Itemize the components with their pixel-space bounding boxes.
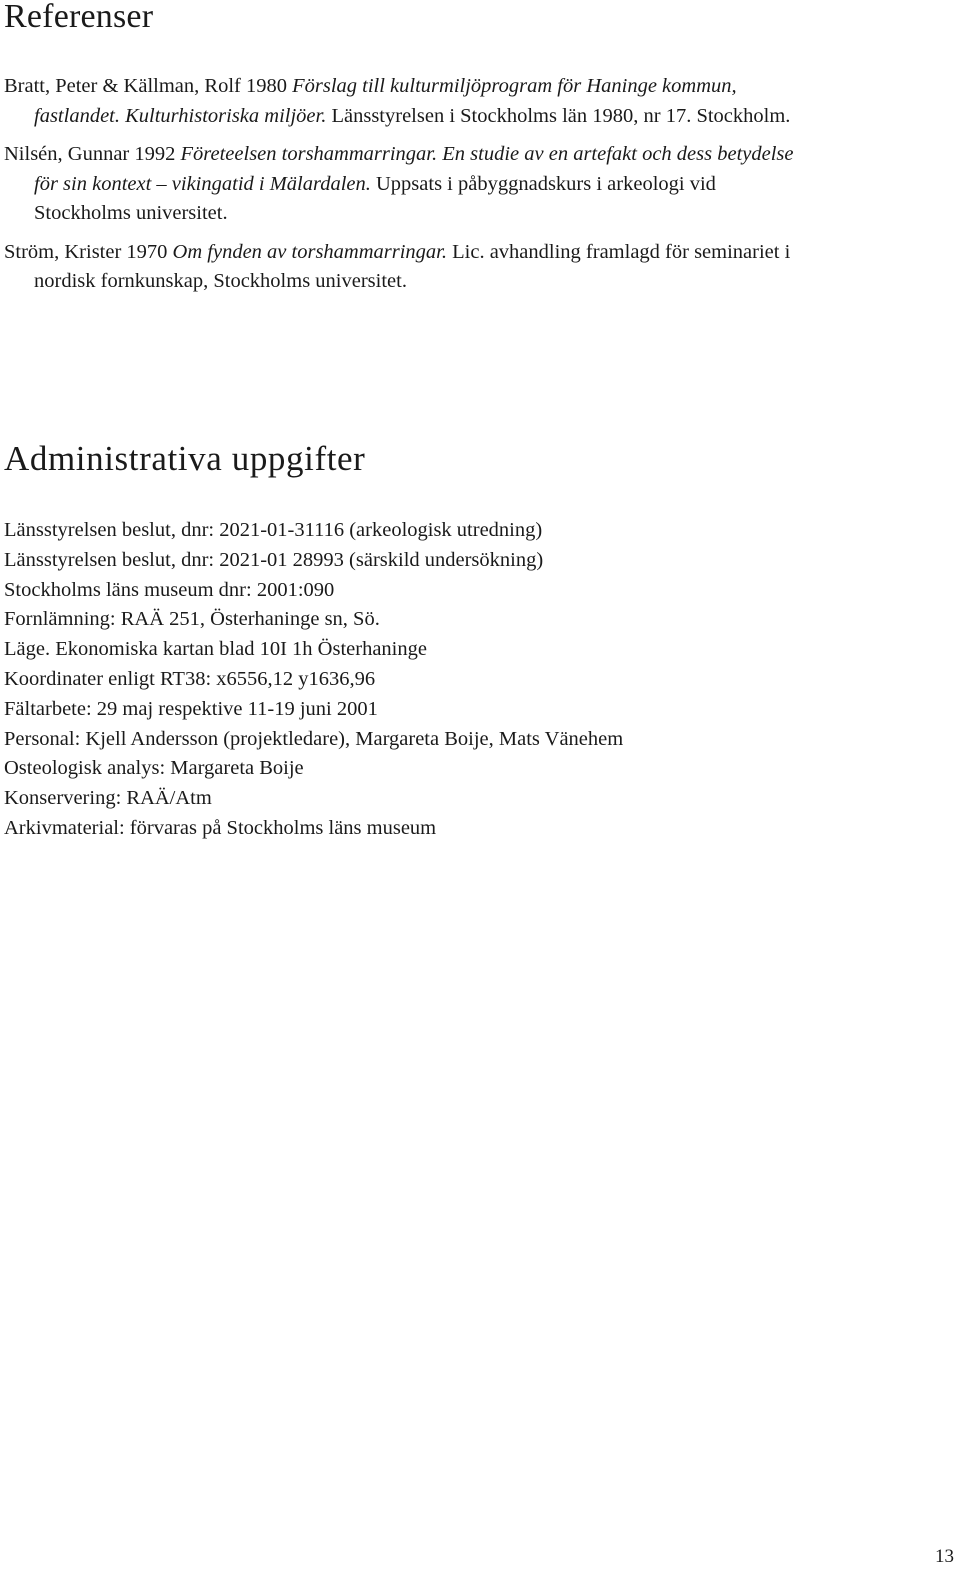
admin-line-fieldwork: Fältarbete: 29 maj respektive 11-19 juni 2001 — [4, 697, 378, 720]
reference-item — [4, 140, 804, 229]
admin-line-archive: Arkivmaterial: förvaras på Stockholms läns museum — [4, 816, 437, 839]
reference-item — [4, 72, 804, 131]
admin-line-osteology: Osteologisk analys: Margareta Boije — [4, 757, 304, 780]
admin-line-fornlamning: Fornlämning: RAÄ 251, Österhaninge sn, Sö. — [4, 608, 380, 631]
reference-author-year: Bratt, Peter & Källman, Rolf 1980 — [4, 75, 287, 97]
reference-publisher: Lic. avhandling framlagd för seminariet i nordisk fornkunskap, Stockholms universitet. — [34, 240, 791, 292]
reference-publisher: Uppsats i påbyggnadskurs i arkeologi vid Stockholms universitet. — [34, 172, 716, 224]
reference-item — [4, 238, 804, 297]
page-number: 13 — [935, 1546, 954, 1567]
reference-title: Företeelsen torshammarringar. En studie av en artefakt och dess betydelse för sin kontext – vikingatid i Mälardalen. — [34, 143, 794, 195]
admin-line-decision-2: Länsstyrelsen beslut, dnr: 2021-01 28993 (särskild undersökning) — [4, 548, 544, 571]
admin-line-coordinates: Koordinater enligt RT38: x6556,12 y1636,96 — [4, 667, 376, 690]
reference-publisher: Länsstyrelsen i Stockholms län 1980, nr 17. Stockholm. — [331, 104, 791, 127]
admin-heading: Administrativa uppgifter — [4, 439, 366, 478]
admin-details — [4, 516, 904, 844]
reference-author-year: Ström, Krister 1970 — [4, 240, 168, 263]
references-list — [4, 72, 804, 306]
reference-title: Förslag till kulturmiljöprogram för Haninge kommun, fastlandet. Kulturhistoriska miljöer. — [34, 75, 737, 127]
admin-line-decision-1: Länsstyrelsen beslut, dnr: 2021-01-31116 (arkeologisk utredning) — [4, 519, 543, 541]
reference-title: Om fynden av torshammarringar. — [172, 240, 448, 263]
admin-line-lage: Läge. Ekonomiska kartan blad 10I 1h Österhaninge — [4, 638, 427, 661]
admin-line-conservation: Konservering: RAÄ/Atm — [4, 787, 212, 810]
admin-line-personnel: Personal: Kjell Andersson (projektledare), Margareta Boije, Mats Vänehem — [4, 727, 624, 750]
references-heading: Referenser — [4, 0, 154, 35]
reference-author-year: Nilsén, Gunnar 1992 — [4, 143, 176, 165]
admin-line-museum-dnr: Stockholms läns museum dnr: 2001:090 — [4, 578, 335, 601]
